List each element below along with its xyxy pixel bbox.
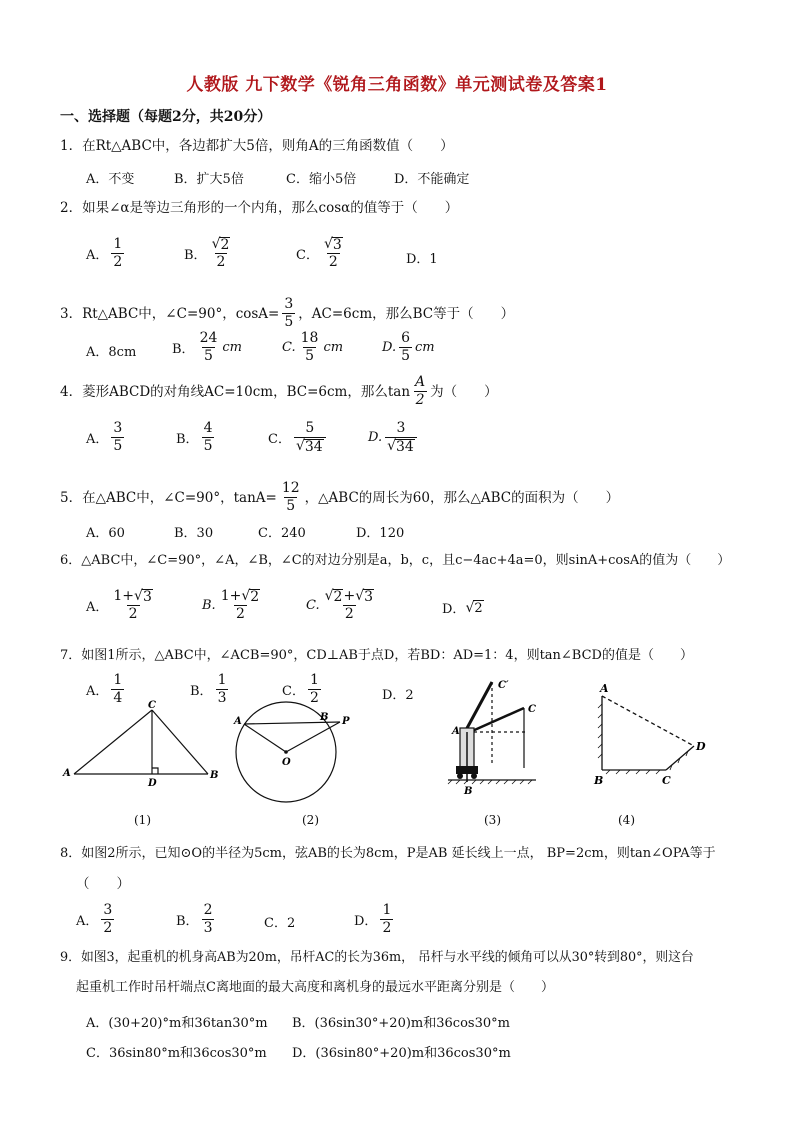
- q1-option-b: B．扩大5倍: [174, 172, 244, 187]
- figure-2-circle: [228, 700, 358, 810]
- q4-option-c: C． 5 √ 34: [268, 420, 329, 455]
- fig1-label-d: D: [148, 778, 157, 788]
- fig4-label-c: C: [662, 774, 671, 787]
- fig1-side-bc: [152, 710, 208, 774]
- fig3-wheel-left: [457, 773, 463, 779]
- fig3-boom-ac: [470, 708, 524, 732]
- q9-option-c: C．36sin80°m和36cos30°m: [86, 1046, 267, 1061]
- q3-option-a: A．8cm: [86, 345, 137, 360]
- fig1-label-b: B: [210, 770, 219, 781]
- fig4-label-d: D: [696, 740, 706, 753]
- fig2-label-p: P: [342, 716, 350, 727]
- q5-option-c: C．240: [258, 526, 306, 541]
- fig3-label-b: B: [464, 786, 473, 797]
- fig2-label-a: A: [234, 716, 242, 727]
- fig3-label-c-prime: C′: [498, 680, 509, 691]
- fig4-label-a: A: [600, 682, 609, 695]
- question-9: 9．如图3，起重机的机身高AB为20m，吊杆AC的长为36m， 吊杆与水平线的倾角可以从30°转到80°，则这台: [60, 950, 694, 965]
- q5-option-d: D．120: [356, 526, 405, 541]
- fig4-label-b: B: [594, 774, 604, 787]
- q3-option-d: D. $\frac{6}{5}$ cm: [382, 330, 435, 364]
- fig3-wheel-right: [471, 773, 477, 779]
- q2-option-c: C． √ 3 2: [296, 236, 348, 271]
- question-8-blank: （ ）: [76, 876, 130, 892]
- question-6: 6．△ABC中，∠C=90°，∠A，∠B，∠C的对边分别是a，b，c，且c−4ac+4a=0，则sinA+cosA的值为（ ）: [60, 553, 731, 568]
- fig2-line-op: [286, 722, 340, 752]
- fraction: $\frac{1}{2}$: [113, 236, 123, 270]
- q4-option-d: D. 3 √ 34: [368, 420, 420, 455]
- fig2-label-b: B: [320, 712, 329, 723]
- question-5: 5．在△ABC中，∠C=90°，tanA= $\frac{12}{5}$ ，△ABC的周长为60，那么△ABC的面积为（ ）: [60, 480, 620, 514]
- q8-option-a: A． $\frac{3}{2}$: [76, 902, 113, 936]
- fig3-label-c: C: [528, 704, 536, 715]
- question-1: 1．在Rt△ABC中，各边都扩大5倍，则角A的三角函数值（ ）: [60, 138, 454, 154]
- q5-option-a: A．60: [86, 526, 125, 541]
- fig2-label-o: O: [282, 757, 291, 768]
- q7-option-b: B． $\frac{1}{3}$: [190, 672, 227, 706]
- question-7: 7．如图1所示，△ABC中，∠ACB=90°，CD⊥AB于点D，若BD：AD=1：4，则tan∠BCD的值是（ ）: [60, 648, 693, 663]
- figure-1-label: (1): [134, 813, 151, 827]
- q6-option-c: C. √ 2 + √ 3 2: [306, 588, 374, 622]
- q6-option-d: D． √ 2: [442, 599, 483, 617]
- question-9-line-2: 起重机工作时吊杆端点C离地面的最大高度和离机身的最远水平距离分别是（ ）: [76, 980, 554, 995]
- figure-1-triangle: [60, 698, 220, 788]
- q2-option-d: D．1: [406, 252, 438, 267]
- fig1-right-angle-mark: [152, 768, 158, 774]
- fig3-label-a: A: [452, 726, 460, 737]
- fig2-radius-oa: [244, 724, 286, 752]
- q8-option-d: D． $\frac{1}{2}$: [354, 902, 392, 936]
- q8-option-b: B． $\frac{2}{3}$: [176, 902, 213, 936]
- q3-option-b: B． $\frac{24}{5}$ cm: [172, 330, 242, 364]
- q3-option-c: C. $\frac{18}{5}$ cm: [282, 330, 344, 364]
- q1-option-d: D．不能确定: [394, 172, 470, 187]
- q2-option-b: B． √ 2 2: [184, 236, 235, 271]
- q9-option-a: A．(30+20)°m和36tan30°m: [86, 1016, 268, 1031]
- q7-option-a: A． $\frac{1}{4}$: [86, 672, 123, 706]
- q7-option-d: D．2: [382, 688, 414, 703]
- fig3-base: [456, 766, 478, 774]
- q7-option-c: C． $\frac{1}{2}$: [282, 672, 319, 706]
- q6-option-a: A． 1+ √ 3 2: [86, 588, 152, 622]
- fig2-center-dot: [284, 750, 288, 754]
- figure-3-crane: [444, 672, 544, 800]
- fraction: √ 2 2: [211, 236, 230, 270]
- q1-option-a: A．不变: [86, 172, 135, 187]
- question-4: 4．菱形ABCD的对角线AC=10cm，BC=6cm，那么tan $\frac{A}{2}$ 为（ ）: [60, 374, 498, 408]
- figure-4-right-angle: [590, 680, 720, 790]
- q5-option-b: B．30: [174, 526, 214, 541]
- fig1-label-c: C: [148, 700, 156, 711]
- fig1-label-a: A: [63, 768, 71, 779]
- q4-option-b: B． $\frac{4}{5}$: [176, 420, 213, 454]
- fig4-ladder-ad: [602, 696, 694, 746]
- q4-option-a: A． $\frac{3}{5}$: [86, 420, 123, 454]
- q2-option-a: A． $\frac{1}{2}$: [86, 236, 123, 270]
- q9-option-d: D．(36sin80°+20)m和36cos30°m: [292, 1046, 511, 1061]
- q1-option-c: C．缩小5倍: [286, 172, 357, 187]
- figure-4-label: (4): [618, 813, 635, 827]
- page-title: 人教版 九下数学《锐角三角函数》单元测试卷及答案1: [186, 75, 608, 95]
- figure-2-label: (2): [302, 813, 319, 827]
- figure-3-label: (3): [484, 813, 501, 827]
- question-2: 2．如果∠α是等边三角形的一个内角，那么cosα的值等于（ ）: [60, 200, 459, 216]
- question-3: 3．Rt△ABC中，∠C=90°，cosA= $\frac{3}{5}$ ，AC=6cm，那么BC等于（ ）: [60, 296, 515, 330]
- fraction: √ 3 2: [323, 236, 342, 270]
- question-8: 8．如图2所示，已知⊙O的半径为5cm，弦AB的长为8cm，P是AB 延长线上一点， BP=2cm，则tan∠OPA等于: [60, 846, 716, 861]
- fig1-side-ac: [74, 710, 152, 774]
- q8-option-c: C．2: [264, 916, 296, 931]
- section-heading: 一、选择题（每题2分，共20分）: [60, 109, 272, 125]
- q9-option-b: B．(36sin30°+20)m和36cos30°m: [292, 1016, 510, 1031]
- q6-option-b: B. 1+ √ 2 2: [202, 588, 260, 622]
